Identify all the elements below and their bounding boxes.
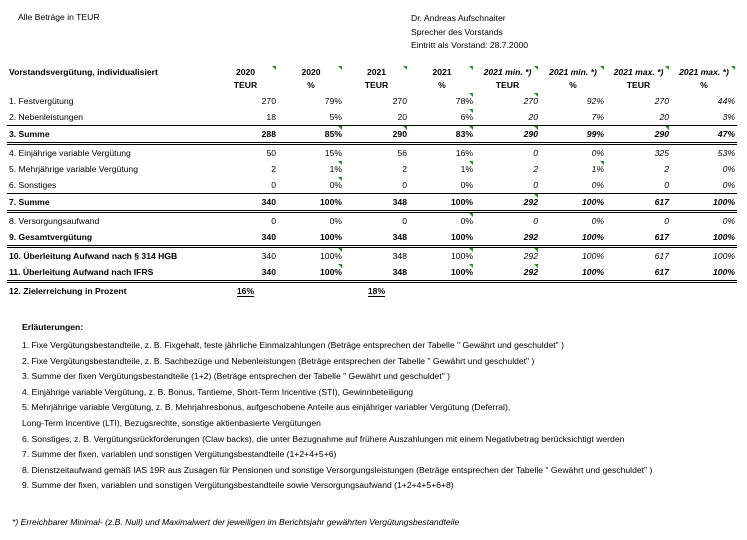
note-item: 4. Einjährige variable Vergütung, z. B. Bonus, Tantieme, Short-Term Incentive (STI), Gewinnbeteiligung [22, 386, 414, 397]
column-header: 2021 [344, 66, 409, 79]
table-cell: 0 [344, 177, 409, 194]
table-cell: 340 [213, 194, 278, 212]
table-cell: 47% [671, 126, 737, 144]
person-entry-date: Eintritt als Vorstand: 28.7.2000 [411, 40, 529, 50]
table-cell: 20 [475, 109, 540, 126]
table-cell: 100% [409, 229, 475, 247]
table-cell: 99% [540, 126, 606, 144]
table-cell: 290 [344, 126, 409, 144]
table-cell: 617 [606, 229, 671, 247]
table-row [7, 212, 737, 230]
table-cell: 348 [344, 229, 409, 247]
table-cell: 0 [213, 177, 278, 194]
table-cell: 100% [671, 264, 737, 282]
column-header: 2020 [278, 66, 344, 79]
row-label: 12. Zielerreichung in Prozent [9, 286, 127, 296]
table-cell: 5% [278, 109, 344, 126]
table-cell [540, 282, 606, 300]
table-row [7, 161, 737, 177]
table-cell: 100% [540, 264, 606, 282]
note-item: 5. Mehrjährige variable Vergütung, z. B. Mehrjahresbonus, aufgeschobene Anteile aus einjähriger variabler Vergütung (Deferral), [22, 402, 511, 413]
table-row [7, 126, 737, 144]
column-unit: TEUR [495, 80, 520, 90]
column-unit: TEUR [233, 80, 258, 90]
table-cell: 100% [671, 229, 737, 247]
table-cell: 617 [606, 194, 671, 212]
column-unit: TEUR [364, 80, 389, 90]
table-cell: 0 [606, 177, 671, 194]
row-label: 9. Gesamtvergütung [7, 229, 213, 247]
table-row [7, 177, 737, 194]
table-cell: 56 [397, 148, 407, 158]
table-cell: 100% [582, 251, 604, 261]
table-cell: 0 [475, 177, 540, 194]
table-cell: 0 [664, 216, 669, 226]
note-item: 2. Fixe Vergütungsbestandteile, z. B. Sachbezüge und Nebenleistungen (Beträge entsprechen der Tabelle " Gewährt und geschuldet" ) [22, 355, 535, 366]
table-cell [671, 282, 737, 300]
table-row [7, 247, 737, 265]
table-cell: 100% [713, 251, 735, 261]
table-cell: 0% [329, 216, 342, 226]
table-cell: 0% [722, 216, 735, 226]
column-unit: % [700, 80, 708, 90]
table-cell: 2 [402, 164, 407, 174]
table-cell: 292 [475, 229, 540, 247]
table-cell: 292 [475, 194, 540, 212]
column-unit: % [307, 80, 315, 90]
table-cell: 292 [475, 247, 540, 265]
table-row [7, 93, 737, 109]
column-unit: % [569, 80, 577, 90]
table-cell [278, 282, 344, 300]
column-header: 2021 max. *) [606, 66, 671, 79]
table-cell: 340 [213, 229, 278, 247]
table-cell: 1% [540, 161, 606, 177]
table-cell: 7% [540, 109, 606, 126]
table-cell [606, 282, 671, 300]
footnote: *) Erreichbarer Minimal- (z.B. Null) und Maximalwert der jeweiligen im Berichtsjahr gewährten Vergütungsbestandteile [12, 517, 460, 527]
person-name: Dr. Andreas Aufschnaiter [411, 13, 506, 23]
table-cell: 50 [266, 148, 276, 158]
table-cell: 18 [213, 109, 278, 126]
table-cell: 0 [533, 148, 538, 158]
table-cell: 85% [278, 126, 344, 144]
row-label: 6. Sonstiges [7, 177, 213, 194]
table-cell: 100% [278, 247, 344, 265]
table-cell: 270 [654, 96, 669, 106]
table-row [7, 282, 737, 300]
table-title: Vorstandsvergütung, individualisiert [9, 67, 158, 77]
table-cell: 16% [455, 148, 473, 158]
table-cell: 1% [409, 161, 475, 177]
notes-section [22, 322, 652, 494]
row-label: 8. Versorgungsaufwand [9, 216, 100, 226]
table-cell: 617 [606, 264, 671, 282]
table-cell: 348 [344, 264, 409, 282]
table-cell: 15% [324, 148, 342, 158]
row-label: 11. Überleitung Aufwand nach IFRS [7, 264, 213, 282]
table-cell: 290 [475, 126, 540, 144]
table-cell: 53% [717, 148, 735, 158]
table-subheader-row [7, 79, 737, 93]
note-item: 3. Summe der fixen Vergütungsbestandteile (1+2) (Beträge entsprechen der Tabelle " Gewährt und geschuldet" ) [22, 371, 451, 382]
column-header: 2021 min. *) [475, 66, 540, 79]
table-cell [409, 282, 475, 300]
table-cell: 100% [278, 229, 344, 247]
table-cell [213, 282, 278, 300]
row-label: 10. Überleitung Aufwand nach § 314 HGB [9, 251, 178, 261]
table-cell: 290 [606, 126, 671, 144]
row-label: 4. Einjährige variable Vergütung [9, 148, 131, 158]
table-cell: 0% [722, 164, 735, 174]
goal-achievement-value: 16% [236, 286, 255, 296]
table-cell: 270 [392, 96, 407, 106]
table-cell: 0% [591, 148, 604, 158]
table-cell: 100% [671, 194, 737, 212]
table-cell: 617 [654, 251, 669, 261]
table-cell [344, 282, 409, 300]
table-cell: 348 [344, 194, 409, 212]
table-cell: 0% [540, 177, 606, 194]
table-cell: 0% [591, 216, 604, 226]
table-cell: 340 [261, 251, 276, 261]
table-cell: 270 [475, 93, 540, 109]
table-cell: 100% [409, 247, 475, 265]
note-item: 8. Dienstzeitaufwand gemäß IAS 19R aus Zusagen für Pensionen und sonstige Versorgungsleistungen (Beträge entsprechen der Tabelle " Gewährt und geschuldet" ) [22, 464, 653, 475]
column-header: 2021 min. *) [540, 66, 606, 79]
table-cell: 20 [344, 109, 409, 126]
table-cell: 292 [475, 264, 540, 282]
board-member-info [411, 12, 528, 53]
table-cell: 325 [654, 148, 669, 158]
column-unit: TEUR [626, 80, 651, 90]
table-cell: 340 [213, 264, 278, 282]
table-cell: 2 [533, 164, 538, 174]
table-cell: 270 [261, 96, 276, 106]
goal-achievement-value: 18% [367, 286, 386, 296]
table-cell: 100% [409, 264, 475, 282]
column-header: 2020 [213, 66, 278, 79]
person-role: Sprecher des Vorstands [411, 26, 503, 37]
row-label: 3. Summe [7, 126, 213, 144]
table-cell: 83% [409, 126, 475, 144]
table-cell: 2 [271, 164, 276, 174]
table-row [7, 144, 737, 162]
table-cell: 0% [278, 177, 344, 194]
table-row [7, 109, 737, 126]
table-cell: 100% [278, 264, 344, 282]
table-cell [475, 282, 540, 300]
column-unit: % [438, 80, 446, 90]
note-item: 1. Fixe Vergütungsbestandteile, z. B. Fixgehalt, feste jährliche Einmalzahlungen (Beträge entsprechen der Tabelle " Gewährt und geschuldet" ) [22, 340, 564, 350]
table-cell: 100% [278, 194, 344, 212]
table-row [7, 194, 737, 212]
currency-note: Alle Beträge in TEUR [18, 12, 100, 22]
table-cell: 348 [392, 251, 407, 261]
row-label: 7. Summe [7, 194, 213, 212]
table-cell: 3% [671, 109, 737, 126]
compensation-table [7, 66, 737, 299]
table-cell: 100% [540, 194, 606, 212]
table-row [7, 229, 737, 247]
row-label: 5. Mehrjährige variable Vergütung [9, 164, 138, 174]
table-cell: 0 [271, 216, 276, 226]
note-item: 7. Summe der fixen, variablen und sonstigen Vergütungsbestandteile (1+2+4+5+6) [22, 449, 337, 460]
note-item: 6. Sonstiges, z. B. Vergütungsrückforderungen (Claw backs), die unter Bezugnahme auf frühere Auszahlungen mit einem Negativbetrag berücksichtigt werden [22, 433, 625, 444]
table-row [7, 264, 737, 282]
table-cell: 0 [533, 216, 538, 226]
note-item: Long-Term Incentive (LTI), Bezugsrechte, sonstige aktienbasierte Vergütungen [22, 417, 321, 428]
table-cell: 0% [409, 212, 475, 230]
table-cell: 1% [278, 161, 344, 177]
table-cell: 20 [606, 109, 671, 126]
table-cell: 100% [540, 229, 606, 247]
table-cell: 0% [671, 177, 737, 194]
table-cell: 2 [664, 164, 669, 174]
table-cell: 79% [324, 96, 342, 106]
note-item: 9. Summe der fixen, variablen und sonstigen Vergütungsbestandteile sowie Versorgungsaufwand (1+2+4+5+6+8) [22, 480, 454, 491]
table-cell: 6% [409, 109, 475, 126]
table-cell: 0 [402, 216, 407, 226]
column-header: 2021 [409, 66, 475, 79]
table-cell: 288 [213, 126, 278, 144]
column-header: 2021 max. *) [671, 66, 737, 79]
table-header-row [7, 66, 737, 79]
table-cell: 44% [717, 96, 735, 106]
table-cell: 0% [409, 177, 475, 194]
table-cell: 78% [409, 93, 475, 109]
table-cell: 92% [586, 96, 604, 106]
row-label: 1. Festvergütung [9, 96, 74, 106]
table-cell: 100% [409, 194, 475, 212]
notes-title: Erläuterungen: [22, 322, 84, 332]
row-label: 2. Nebenleistungen [7, 109, 213, 126]
